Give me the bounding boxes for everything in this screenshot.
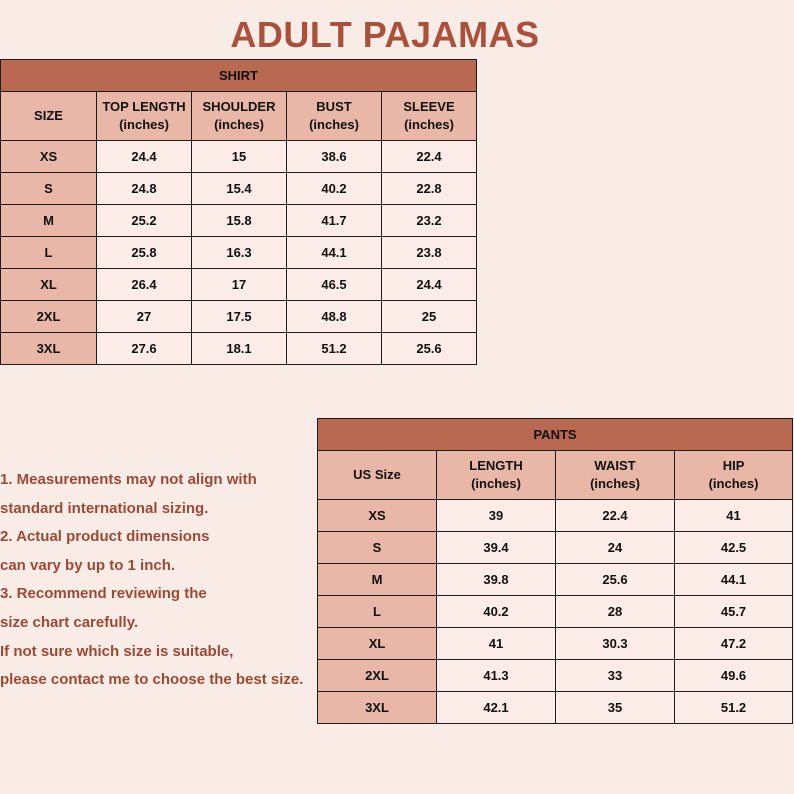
measurement-cell: 39.4 — [437, 532, 556, 564]
table-row — [318, 532, 793, 564]
size-notes — [0, 466, 320, 695]
measurement-cell: 48.8 — [287, 301, 382, 333]
header-unit: (inches) — [309, 117, 359, 132]
size-label: 2XL — [318, 660, 437, 692]
measurement-cell: 49.6 — [675, 660, 793, 692]
shirt-size-table — [0, 59, 477, 365]
size-label: S — [1, 173, 97, 205]
measurement-cell: 47.2 — [675, 628, 793, 660]
measurement-cell: 45.7 — [675, 596, 793, 628]
size-label: M — [318, 564, 437, 596]
measurement-cell: 15.8 — [192, 205, 287, 237]
measurement-cell: 46.5 — [287, 269, 382, 301]
measurement-cell: 41.7 — [287, 205, 382, 237]
shirt-title: SHIRT — [1, 60, 477, 92]
measurement-cell: 40.2 — [437, 596, 556, 628]
measurement-cell: 25.6 — [382, 333, 477, 365]
size-label: L — [318, 596, 437, 628]
header-label: SLEEVE — [403, 99, 455, 114]
pants-size-table — [317, 418, 793, 724]
measurement-cell: 51.2 — [675, 692, 793, 724]
measurement-cell: 25.6 — [556, 564, 675, 596]
shirt-column-header — [1, 92, 97, 141]
header-unit: (inches) — [590, 476, 640, 491]
measurement-cell: 40.2 — [287, 173, 382, 205]
pants-title: PANTS — [318, 419, 793, 451]
size-label: L — [1, 237, 97, 269]
measurement-cell: 22.4 — [382, 141, 477, 173]
measurement-cell: 22.4 — [556, 500, 675, 532]
measurement-cell: 38.6 — [287, 141, 382, 173]
table-row — [1, 205, 477, 237]
size-label: S — [318, 532, 437, 564]
measurement-cell: 16.3 — [192, 237, 287, 269]
header-unit: (inches) — [119, 117, 169, 132]
shirt-column-header — [287, 92, 382, 141]
note-line: 3. Recommend reviewing the — [0, 585, 207, 603]
note-line: If not sure which size is suitable, — [0, 642, 234, 660]
measurement-cell: 22.8 — [382, 173, 477, 205]
header-unit: (inches) — [404, 117, 454, 132]
pants-column-header — [675, 451, 793, 500]
table-row — [318, 500, 793, 532]
table-row — [318, 692, 793, 724]
header-label: SHOULDER — [202, 99, 276, 114]
measurement-cell: 24.4 — [382, 269, 477, 301]
note-line: please contact me to choose the best size. — [0, 671, 304, 689]
measurement-cell: 17.5 — [192, 301, 287, 333]
shirt-column-header — [97, 92, 192, 141]
measurement-cell: 28 — [556, 596, 675, 628]
table-row — [1, 237, 477, 269]
page-title: ADULT PAJAMAS — [230, 14, 540, 55]
measurement-cell: 24 — [556, 532, 675, 564]
size-label: M — [1, 205, 97, 237]
measurement-cell: 15.4 — [192, 173, 287, 205]
measurement-cell: 25.2 — [97, 205, 192, 237]
measurement-cell: 30.3 — [556, 628, 675, 660]
measurement-cell: 26.4 — [97, 269, 192, 301]
measurement-cell: 25 — [382, 301, 477, 333]
pants-header-row — [318, 451, 793, 500]
size-label: XS — [1, 141, 97, 173]
size-label: 3XL — [1, 333, 97, 365]
size-label: XL — [318, 628, 437, 660]
measurement-cell: 35 — [556, 692, 675, 724]
header-label: SIZE — [34, 108, 63, 123]
table-row — [1, 141, 477, 173]
size-label: XS — [318, 500, 437, 532]
header-label: TOP LENGTH — [102, 99, 186, 114]
table-row — [318, 564, 793, 596]
shirt-column-header — [382, 92, 477, 141]
table-row — [318, 628, 793, 660]
size-label: 3XL — [318, 692, 437, 724]
measurement-cell: 44.1 — [675, 564, 793, 596]
measurement-cell: 39 — [437, 500, 556, 532]
header-unit: (inches) — [214, 117, 264, 132]
measurement-cell: 24.4 — [97, 141, 192, 173]
shirt-header-row — [1, 92, 477, 141]
measurement-cell: 27 — [97, 301, 192, 333]
header-label: HIP — [722, 458, 745, 473]
measurement-cell: 27.6 — [97, 333, 192, 365]
shirt-title-row — [1, 60, 477, 92]
pants-column-header — [556, 451, 675, 500]
header-label: WAIST — [594, 458, 636, 473]
measurement-cell: 42.5 — [675, 532, 793, 564]
measurement-cell: 42.1 — [437, 692, 556, 724]
pants-column-header — [318, 451, 437, 500]
measurement-cell: 41 — [437, 628, 556, 660]
measurement-cell: 41 — [675, 500, 793, 532]
header-unit: (inches) — [471, 476, 521, 491]
table-row — [1, 333, 477, 365]
measurement-cell: 33 — [556, 660, 675, 692]
table-row — [318, 596, 793, 628]
note-line: can vary by up to 1 inch. — [0, 556, 176, 574]
note-line: standard international sizing. — [0, 499, 209, 517]
measurement-cell: 51.2 — [287, 333, 382, 365]
measurement-cell: 23.8 — [382, 237, 477, 269]
note-line: 2. Actual product dimensions — [0, 528, 210, 546]
table-row — [318, 660, 793, 692]
measurement-cell: 39.8 — [437, 564, 556, 596]
header-label: BUST — [316, 99, 352, 114]
measurement-cell: 23.2 — [382, 205, 477, 237]
header-label: US Size — [353, 467, 401, 482]
measurement-cell: 44.1 — [287, 237, 382, 269]
header-label: LENGTH — [469, 458, 523, 473]
table-row — [1, 269, 477, 301]
table-row — [1, 173, 477, 205]
size-label: 2XL — [1, 301, 97, 333]
header-unit: (inches) — [708, 476, 759, 491]
measurement-cell: 25.8 — [97, 237, 192, 269]
measurement-cell: 18.1 — [192, 333, 287, 365]
size-label: XL — [1, 269, 97, 301]
table-row — [1, 301, 477, 333]
pants-title-row — [318, 419, 793, 451]
measurement-cell: 41.3 — [437, 660, 556, 692]
shirt-column-header — [192, 92, 287, 141]
note-line: size chart carefully. — [0, 613, 139, 631]
note-line: 1. Measurements may not align with — [0, 471, 257, 488]
measurement-cell: 15 — [192, 141, 287, 173]
pants-column-header — [437, 451, 556, 500]
measurement-cell: 17 — [192, 269, 287, 301]
measurement-cell: 24.8 — [97, 173, 192, 205]
